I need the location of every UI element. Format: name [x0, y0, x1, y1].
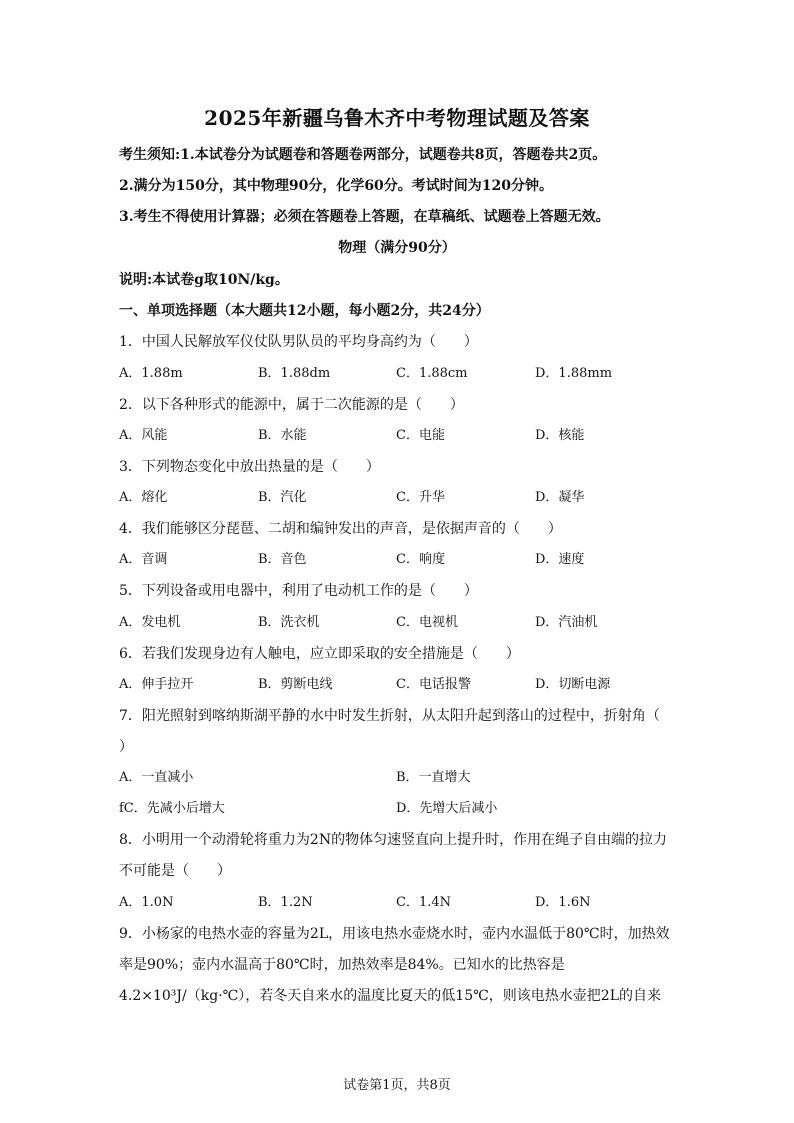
question-2-stem: 2．以下各种形式的能源中，属于二次能源的是（ ）	[119, 397, 464, 413]
question-1-options	[119, 364, 679, 384]
option-b: B．汽化	[258, 490, 307, 505]
question-6-stem: 6．若我们发现身边有人触电，应立即采取的安全措施是（ ）	[119, 646, 520, 662]
question-6-options	[119, 675, 679, 695]
option-a: A．1.88m	[119, 366, 183, 381]
question-5-options	[119, 613, 679, 633]
section-heading: 一、单项选择题（本大题共12小题，每小题2分，共24分）	[119, 303, 490, 319]
option-b: B．一直增大	[396, 770, 471, 785]
question-9-stem-line-3: 4.2×10³J/（kg·℃），若冬天自来水的温度比夏天的低15℃，则该电热水壶把2L的自来	[119, 988, 661, 1004]
question-7-options-row-1	[119, 768, 679, 788]
option-d: D．核能	[535, 428, 585, 443]
option-c: C．电话报警	[396, 677, 471, 692]
option-a: A．1.0N	[119, 895, 174, 910]
option-a: A．伸手拉开	[119, 677, 194, 692]
question-4-options	[119, 550, 679, 570]
option-a: A．一直减小	[119, 770, 194, 785]
option-c: fC．先减小后增大	[119, 801, 225, 816]
question-2-options	[119, 426, 679, 446]
option-b: B．1.88dm	[258, 366, 331, 381]
option-d: D．汽油机	[535, 615, 598, 630]
question-9-stem-line-1: 9．小杨家的电热水壶的容量为2L，用该电热水壶烧水时，壶内水温低于80℃时，加热效	[119, 926, 670, 942]
question-4-stem: 4．我们能够区分琵琶、二胡和编钟发出的声音，是依据声音的（ ）	[119, 521, 562, 537]
option-c: C．1.4N	[396, 895, 451, 910]
option-a: A．熔化	[119, 490, 168, 505]
option-b: B．1.2N	[258, 895, 313, 910]
option-d: D．1.6N	[535, 895, 591, 910]
option-a: A．发电机	[119, 615, 181, 630]
question-8-stem-line-1: 8．小明用一个动滑轮将重力为2N的物体匀速竖直向上提升时，作用在绳子自由端的拉力	[119, 832, 668, 848]
option-d: D．速度	[535, 552, 585, 567]
option-c: C．响度	[396, 552, 445, 567]
page-title: 2025年新疆乌鲁木齐中考物理试题及答案	[204, 106, 590, 130]
option-b: B．洗衣机	[258, 615, 320, 630]
question-3-options	[119, 488, 679, 508]
subject-heading: 物理（满分90分）	[338, 240, 456, 256]
explanation: 说明:本试卷g取10N/kg。	[119, 272, 289, 288]
option-c: C．升华	[396, 490, 445, 505]
question-8-stem-line-2: 不可能是（ ）	[119, 863, 231, 879]
question-3-stem: 3．下列物态变化中放出热量的是（ ）	[119, 459, 380, 475]
question-8-options	[119, 893, 679, 913]
option-c: C．1.88cm	[396, 366, 468, 381]
option-d: D．先增大后减小	[396, 801, 498, 816]
notice-line-1: 考生须知:1.本试卷分为试题卷和答题卷两部分，试题卷共8页，答题卷共2页。	[119, 147, 607, 163]
notice-line-2: 2.满分为150分，其中物理90分，化学60分。考试时间为120分钟。	[119, 178, 554, 194]
option-b: B．音色	[258, 552, 307, 567]
option-d: D．1.88mm	[535, 366, 613, 381]
option-c: C．电能	[396, 428, 445, 443]
option-d: D．切断电源	[535, 677, 611, 692]
question-7-stem-line-1: 7．阳光照射到喀纳斯湖平静的水中时发生折射，从太阳升起到落山的过程中，折射角（	[119, 708, 660, 724]
question-5-stem: 5．下列设备或用电器中，利用了电动机工作的是（ ）	[119, 583, 478, 599]
option-a: A．音调	[119, 552, 168, 567]
question-7-options-row-2	[119, 799, 679, 819]
question-7-stem-line-2: ）	[119, 739, 133, 755]
page-footer: 试卷第1页，共8页	[343, 1078, 451, 1093]
question-9-stem-line-2: 率是90%；壶内水温高于80℃时，加热效率是84%。已知水的比热容是	[119, 957, 565, 973]
option-b: B．剪断电线	[258, 677, 333, 692]
option-d: D．凝华	[535, 490, 585, 505]
notice-line-3: 3.考生不得使用计算器；必须在答题卷上答题，在草稿纸、试题卷上答题无效。	[119, 209, 610, 225]
option-b: B．水能	[258, 428, 307, 443]
option-c: C．电视机	[396, 615, 458, 630]
option-a: A．风能	[119, 428, 168, 443]
question-1-stem: 1．中国人民解放军仪仗队男队员的平均身高约为（ ）	[119, 334, 478, 350]
